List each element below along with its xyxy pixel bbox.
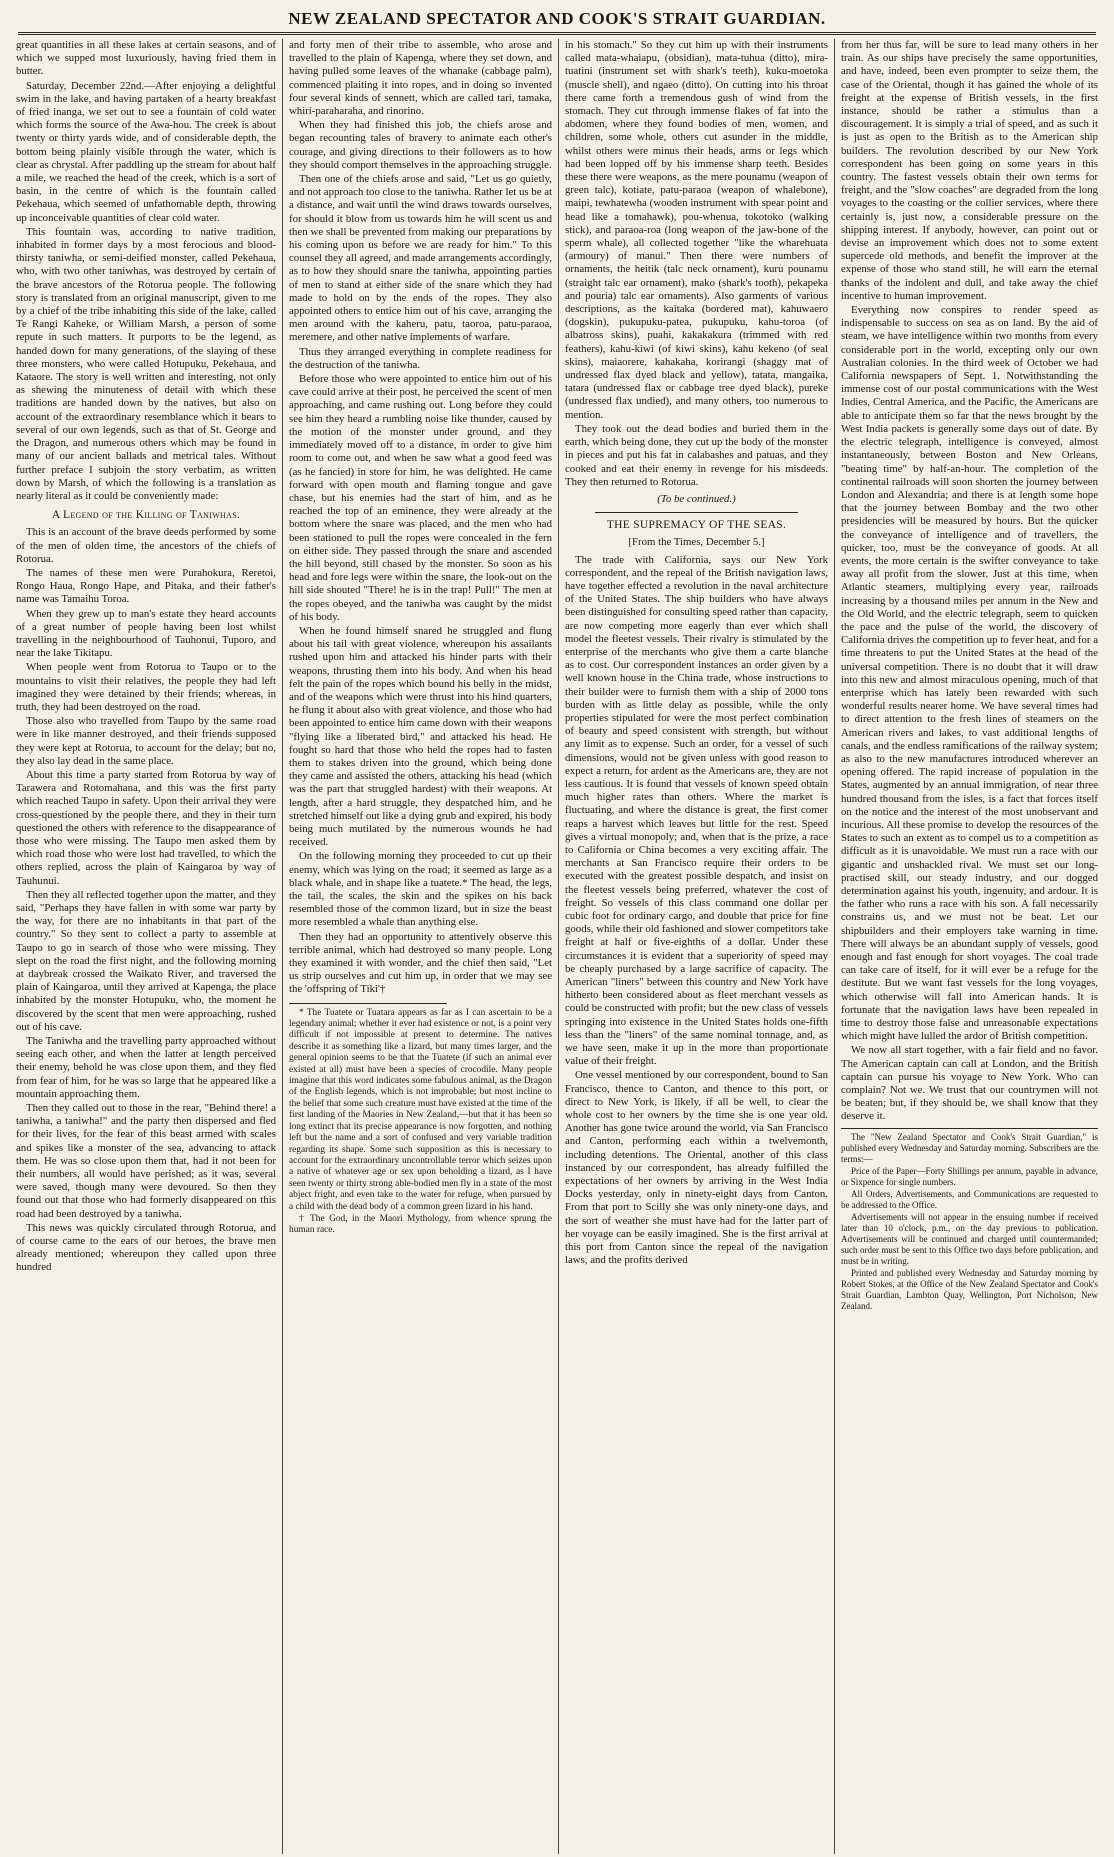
masthead: NEW ZEALAND SPECTATOR AND COOK'S STRAIT GUARDIAN. bbox=[18, 6, 1096, 35]
paragraph: and forty men of their tribe to assemble, who arose and travelled to the plain of Kapenga, where they set down, and having pulled some leaves of the whanake (cabbage palm), commenced plaiting it into ropes, and in doing so invented four several kinds of sennett, which are called tari, tamaka, whiri-paraharaha, and rinorino. bbox=[289, 39, 552, 118]
footnote: † The God, in the Maori Mythology, from whence sprung the human race. bbox=[289, 1213, 552, 1236]
dateline: [From the Times, December 5.] bbox=[628, 536, 765, 549]
paragraph: Everything now conspires to render speed as indispensable to success on sea as on land. By the aid of steam, we have intelligence within two months from every considerable port in the world, excepting only our own Australian colonies. In the third week of October we had California newspapers of Sept. 1. Notwithstanding the immense cost of our postal communications with the West Indies, Central America, and the Pacific, the Americans are able to anticipate them so far that the news brought by the West India packets is generally some days out of date. By the electric telegraph, intelligence is conveyed, almost instantaneously, between Boston and New Orleans, "beating time" by half-an-hour. The completion of the continental railroads will soon shorten the journey between London and Alexandria; and there is at length some hope that the journey between Bombay and the two other presidencies will be measured by hours. But the quicker the conveyance of intelligence and of travellers, the quicker, too, must be the conveyance of goods. At all events, the more certain is the swifter conveyance to take away all profit from the slower. Just at this time, when Atlantic steamers, multiplying every year, railroads increasing by a thousand miles per annum in the New and the Old World, and the electric telegraph, seem to quicken the pace and the pulse of the world, the discovery of California drives the competition up to fever heat, and for a time threatens to put the United States at the head of the universal competition. There is no doubt that it will draw into this new and almost miraculous opening, much of that enterprise which has lately been rewarded with such wonderful results nearer home. We have several times had to direct attention to the fresh lines of steamers on the American rivers and lakes, to vast additional lengths of canals, and the endless ramifications of the railway system; as also to the new manufactures introduced wherever an opening offered. The rapid increase of population in the States, augmented by an annual immigration, of near three hundred thousand from the isles, is a fact that forces itself on the notice and the interest of the most unobservant and incurious. All these promise to develop the resources of the States to such an extent as to compel us to a competition as difficult as it is unavoidable. We must run a race with our gigantic and unshackled rival. We must set our long-practised skill, our steady industry, and our dogged determination against his youth, ingenuity, and ardour. It is the father who runs a race with his son. A fall necessarily constrains us, and we must not be beat. Let our shipbuilders and their employers take warning in time. There will always be an abundant supply of vessels, good enough and fast enough for short voyages. The coal trade can take care of itself, for it will ever be a refuge for the destitute. But we want fast vessels for the long voyages, which otherwise will fall into American hands. It is fortunate that the navigation laws have been repealed in time to destroy those false and unreasonable expectations which might have lulled the ardor of British competition. bbox=[841, 304, 1098, 1043]
imprint bbox=[841, 1128, 1098, 1312]
paragraph: Then they had an opportunity to attentively observe this terrible animal, which had destroyed so many people. Long they examined it with wonder, and the chief then said, "Let us strip ourselves and cut him up, in order that we may see the 'offspring of Tiki'† bbox=[289, 930, 552, 996]
paragraph: from her thus far, will be sure to lead many others in her train. As our ships have precisely the same opportunities, and have, indeed, been even prompter to seize them, the case of the Oriental, though it has gained the whole of its freight at the expense of British vessels, in the first instance, should be rather a stimulus than a discouragement. It is simply a trial of speed, and as such it is just as open to the British as to the American ship builders. The revolution described by our New York correspondent has been going on some years in this country. The fastest vessels obtain their own terms for freight, and the "slow coaches" are degraded from the long voyages to the coasting or the collier services, where there certainly is, just now, a considerable pressure on the shipping interest. If anybody, however, can point out or devise an improvement which does not to some extent supercede old methods, and benefit the improver at the expense of those who stand still, he will earn the eternal thanks of the indolent and dull, and take away the chief incentive to human improvement. bbox=[841, 39, 1098, 302]
paragraph: When people went from Rotorua to Taupo or to the mountains to visit their relatives, the people they had left imagined they were detained by their friends; whereas, in truth, they had been destroyed on the road. bbox=[16, 661, 276, 713]
imprint-line: Price of the Paper—Forty Shillings per annum, payable in advance, or Sixpence for single numbers. bbox=[841, 1165, 1098, 1187]
paragraph: We now all start together, with a fair field and no favor. The American captain can call at London, and the British captain can pursue his voyage to New York. Who can complain? Not we. We trust that our countrymen will not be beaten; but, if they should be, we shall know that they deserve it. bbox=[841, 1044, 1098, 1123]
paragraph: Then they all reflected together upon the matter, and they said, "Perhaps they have fallen in with some war party by the way, for there are no inhabitants in that part of the country." So they sent to collect a party to assemble at Taupo to go in search of those who were missing. They slept on the road the first night, and the following morning at daybreak crossed the Waikato River, and traversed the plain of Kaingaroa, until they arrived at Kapenga, the place inhabited by the monster Hotupuku, who, the moment he discovered by the scent that men were approaching, rushed out of his cave. bbox=[16, 888, 276, 1033]
paragraph: When he found himself snared he struggled and flung about his tail with great violence, whereupon his assailants rushed upon him and attacked his hinder parts with their weapons, thrusting them into his body. And when his head felt the pain of the ropes which bound his belly in the midst, and of the weapons which were thrust into his hind quarters, he flung it about also with great violence, and those who had been appointed to entice him came down with their weapons "flying like a liberated bird," and attacked his head. He fought so hard that those who held the ropes had to fasten them to stakes driven into the ground, which being done they came and assisted the others, attacking his head (which was the part that struggled hardest) with their weapons. At length, after a hard struggle, they despatched him, and he stretched himself out like a dying grub and expired, his body being much mutilated by the numerous wounds he had received. bbox=[289, 624, 552, 849]
legend-title: A Legend of the Killing of Taniwhas. bbox=[51, 509, 241, 522]
paragraph: in his stomach." So they cut him up with their instruments called mata-whaiapu, (obsidian), mata-tuhua (ditto), mira-tuatini (instrument set with shark's teeth), kuku-moetoka (muscle shell), and ngaeo (ditto). On cutting into his throat there came forth a tremendous gush of wind from the stomach. They cut through immense flakes of fat into the abdomen, where they found bodies of men, women, and children, some whole, others cut asunder in the middle, whilst others were minus their heads, arms or legs which had been lopped off by his immense sharp teeth. Besides these there were weapons, as the mere pounamu (weapon of green talc), kotiate, patu-paraoa (weapon of whalebone), maipi, tewhatewha (wooden instrument with spear point and head like a tomahawk), pou-whenua, tokotoko (walking stick), and paraoa-roa (long weapon of the jaw-bone of the sperm whale), all collected together "like the wharehuata (armoury) of manui." Then there were numbers of ornaments, the heitik (talc neck ornament), kuru pounamu (straight talc ear ornament), mako (shark's tooth), pekapeka and pouria) talc ear ornaments). Also garments of various descriptions, as the kaitaka (bordered mat), kahuwaero (dogskin), pukupuku-patea, pukupuku, kahu-toroa (of albatross skins), puahi, kakakakura (trimmed with red feathers), kahu-kiwi (of kiwi skins), kahu kekeno (of seal skins), maiaorere, kahakaha, korirangi (shaggy mat of undressed flax dyed black and yellow), tatata, mangaika, tatara (undressed flax or cabbage tree dyed black), pureke (undressed flax undied), and many others, too numerous to mention. bbox=[565, 39, 828, 421]
column-3 bbox=[558, 39, 834, 1854]
article-divider bbox=[595, 512, 798, 513]
paragraph: Those also who travelled from Taupo by the same road were in like manner destroyed, and their friends supposed they were kept at Rotorua, to account for the delay; but no, they also lay dead in the same place. bbox=[16, 715, 276, 767]
paragraph: The trade with California, says our New York correspondent, and the repeal of the British navigation laws, have together effected a revolution in the naval architecture of the United States. The ship builders who have always been distinguished for consulting speed rather than capacity, are now competing more eagerly than ever which shall model the fleetest vessels. Their rivalry is stimulated by the enterprise of the merchants who give them a carte blanche as to cost. Our correspondent instances an order given by a well known house in the China trade, whose instructions to their builder were to furnish them with a ship of 2000 tons burden with as little delay as possible, while the only properties stipulated for were the most perfect combination of beauty and speed consistent with strength, but without any limit as to expense. Such an order, for a vessel of such dimensions, would not be given unless with good reason to expect a return, for ardent as the Americans are, they are not less cautious. It is found that vessels of known speed obtain much higher rates than others. Where the market is fluctuating, and where the distance is great, the first comer reaps a harvest which leaves but little for the rest. Speed gives a virtual monopoly; and, when that is the prize, a race to California or China becomes a very exciting affair. The merchants at San Francisco require their orders to be executed with the greatest possible despatch, and insist on the fleetest vessels being preferred, whatever the cost of freight. So vessels of this class command one dollar per cubic foot for ordinary cargo, and double that price for fine goods, while their old fashioned and slower competitors take freight at half or five-eighths of a dollar. Under these circumstances it is evident that a superiority of speed may be cheaply purchased by a large sacrifice of capacity. The American "liners" between this country and New York have hitherto been considered about as fleet merchant vessels as could be constructed with profit; but the new class of vessels springing into existence in the United States holds one-fifth less than the "liners" of the same nominal tonnage, and, as we have seen, make it up in the more than proportionate value of their freight. bbox=[565, 553, 828, 1068]
column-2 bbox=[282, 39, 558, 1854]
imprint-line: Printed and published every Wednesday and Saturday morning by Robert Stokes, at the Office of the New Zealand Spectator and Cook's Strait Guardian, Lambton Quay, Wellington, Port Nicholson, New Zealand. bbox=[841, 1267, 1098, 1311]
columns bbox=[10, 39, 1104, 1854]
paragraph: This fountain was, according to native tradition, inhabited in former days by a most ferocious and blood-thirsty taniwha, or semi-deified monster, called Pekehaua, who, with two other taniwhas, was destroyed by certain of the brave ancestors of the Rotorua people. The following story is translated from an original manuscript, given to me by a chief of the tribe inhabiting this side of the lake, called Te Rangi Kaheke, or William Marsh, a person of some repute in such matters. It purports to be the legend, as handed down for many generations, of the slaying of these three monsters, who were called Hotupuku, Pekehaua, and Kataore. The story is well written and interesting, not only as shewing the minuteness of detail with which these traditions are handed down by the natives, but also on account of the extraordinary resemblance which it bears to several of our own legends, such as that of St. George and the Dragon, and numerous others which may be found in many of our ancient ballads and metrical tales. Without further preface I subjoin the story verbatim, as written down by Marsh, of which the following is a translation as nearly literal as it could be conveniently made: bbox=[16, 225, 276, 502]
paragraph: Thus they arranged everything in complete readiness for the destruction of the taniwha. bbox=[289, 345, 552, 371]
footnote-divider bbox=[289, 1003, 447, 1004]
paragraph: One vessel mentioned by our correspondent, bound to San Francisco, thence to Canton, and thence to this port, or direct to New York, is likely, if all be well, to clear the whole cost to her owners by the time she is one year old. Another has gone twice around the world, via San Francisco and Canton, performing each within a twelvemonth, including detentions. The Oriental, another of this class instanced by our correspondent, has already fulfilled the expectations of her owners by arriving in the West India Docks yesterday, only in ninety-eight days from Canton. From that port to Scilly she was only ninety-one days, and the sort of weather she must have had for the latter part of her voyage can be easily imagined. She is the first arrival at this port from Canton since the repeal of the navigation laws, and the profits derived bbox=[565, 1069, 828, 1267]
paragraph: Then they called out to those in the rear, "Behind there! a taniwha, a taniwha!" and the party then dispersed and fled for their lives, for the fear of this beast armed with scales and spikes like a monster of the sea, advancing to attack them. He was so close upon them that, had it not been for their numbers, all would have perished; as it was, several were saved, though many were devoured. So then they found out that those who had formerly disappeared on this road had been destroyed by a taniwha. bbox=[16, 1102, 276, 1220]
paragraph: The names of these men were Purahokura, Reretoi, Rongo Haua, Rongo Hape, and Pitaka, and their father's name was Tamaihu Toroa. bbox=[16, 566, 276, 606]
paragraph: They took out the dead bodies and buried them in the earth, which being done, they cut up the body of the monster in pieces and put his fat in calabashes and patuas, and they cooked and eat their enemy in revenge for his misdeeds. They then returned to Rotorua. bbox=[565, 422, 828, 488]
paragraph: When they grew up to man's estate they heard accounts of a great number of people having been lost whilst travelling in the neighbourhood of Tauhonui, Tuporo, and near the lake Tikitapu. bbox=[16, 607, 276, 660]
footnotes bbox=[289, 1008, 552, 1237]
paragraph: This is an account of the brave deeds performed by some of the men of olden time, the ancestors of the chiefs of Rotorua. bbox=[16, 526, 276, 565]
paragraph: Before those who were appointed to entice him out of his cave could arrive at their post, he perceived the scent of men approaching, and came rushing out. Long before they could see him they heard a rumbling noise like thunder, caused by the motion of the monster under ground, and they immediately moved off to a distance, in order to give him room to come out, and when he saw what a good feed was (as he fancied) in store for him, he was delighted. He came forward with open mouth and flaming tongue and gave chase, but his enemies had the start of him, and as he reached the top of an eminence, they were already at the bottom where the snare was placed, and the men who had been stationed to pull the ropes were concealed in the fern on either side. They passed through the snare and ascended the hill beyond, still chased by the monster. So soon as his head and fore legs were within the snare, the look-out on the hill side shouted "There! he is in the trap! Pull!" The men at the ropes obeyed, and the taniwha was caught by the midst of his body. bbox=[289, 373, 552, 623]
imprint-line: All Orders, Advertisements, and Communications are requested to be addressed to the Office. bbox=[841, 1188, 1098, 1210]
paragraph: The Taniwha and the travelling party approached without seeing each other, and when the latter at length perceived their enemy, behold he was close upon them, and they fled from fear of him, for he was so large that he appeared like a mountain approaching them. bbox=[16, 1035, 276, 1100]
imprint-line: The "New Zealand Spectator and Cook's Strait Guardian," is published every Wednesday and Saturday morning. Subscribers are the terms:— bbox=[841, 1131, 1098, 1164]
column-4 bbox=[834, 39, 1104, 1854]
paragraph: On the following morning they proceeded to cut up their enemy, which was lying on the road; it seemed as large as a black whale, and in shape like a tuatete.* The head, the legs, the tail, the scales, the skin and the spikes on his back resembled those of the common lizard, but in size the beast more resembled a whale than anything else. bbox=[289, 850, 552, 929]
to-be-continued: (To be continued.) bbox=[657, 492, 736, 505]
footnote: * The Tuatete or Tuatara appears as far as I can ascertain to be a legendary animal; whether it ever had existence or not, is a point very difficult if not impossible at present to determine. The natives describe it as something like a lizard, but many times larger, and the general opinion seems to be that the Tuatete (if such an animal ever existed at all) must have been a species of crocodile. Many people imagine that this word indicates some fabulous animal, as the Dragon of the English legends, which is not improbable; but most incline to the belief that some such creature must have existed at the time of the first landing of the Maories in New Zealand,—but that it has been so long extinct that its precise appearance is now forgotten, and nothing left but the name and a sort of confused and very variable tradition regarding its shape. Some such supposition as this is necessary to account for the extraordinary uncontrollable terror which seizes upon a native of whatever age or sex upon beholding a lizard, as I have seen twenty or thirty strong able-bodied men fly in a state of the most abject fright, and even take to the water for refuge, when pursued by a child with the dead body of a common green lizard in his hand. bbox=[289, 1007, 552, 1212]
paragraph: When they had finished this job, the chiefs arose and began recounting tales of bravery to animate each other's courage, and giving directions to their followers as to how they should comport themselves in the approaching struggle. bbox=[289, 119, 552, 171]
imprint-line: Advertisements will not appear in the ensuing number if received later than 10 o'clock, p.m., on the day previous to publication. Advertisements will be continued and charged until countermanded; such order must be sent to this Office two days before publication, and must be in writing. bbox=[841, 1211, 1098, 1266]
paragraph: About this time a party started from Rotorua by way of Tarawera and Rotomahana, and this was the first party which reached Taupo in safety. Upon their arrival they were cross-questioned by the people there, and they in their turn questioned the others with reference to the disappearance of those who were missing. The Taupo men asked them by which road those who were lost had travelled, to which the others replied, across the plain of Kaingaroa by way of Tauhunui. bbox=[16, 768, 276, 887]
paragraph: This news was quickly circulated through Rotorua, and of course came to the ears of our heroes, the brave men already mentioned; whereupon they called upon three hundred bbox=[16, 1221, 276, 1274]
article-title: THE SUPREMACY OF THE SEAS. bbox=[606, 519, 787, 532]
column-1 bbox=[10, 39, 282, 1854]
paragraph: Saturday, December 22nd.—After enjoying a delightful swim in the lake, and having partaken of a hearty breakfast of fried inanga, we set out to see a fountain of cold water which forms the source of the Awa-hou. The creek is about twenty or thirty yards wide, and of considerable depth, the bottom being plainly visible through the water, which is clear as chrystal. After paddling up the stream for about half a mile, we reached the head of the creek, which is a sort of basin, in the centre of which is the fountain called Pekehaua, which seemed of unfathomable depth, throwing up inconceivable quantities of clear cold water. bbox=[16, 79, 276, 224]
paragraph: Then one of the chiefs arose and said, "Let us go quietly, and not approach too close to the taniwha. Rather let us be at a distance, and wait until the wind draws towards ourselves, for should it blow from us towards him he will scent us and then we shall be prevented from making our preparations by his coming upon us before we are ready for him." To this counsel they all agreed, and made arrangements accordingly, as to how they should snare the taniwha, appointing parties of men to stand at either side of the snare which they had made to hold on by the ends of the ropes. They also appointed others to entice him out of his cave, arranging the men around with the kaheru, patu, taoroa, patu-paraoa, meremere, and other native implements of warfare. bbox=[289, 173, 552, 344]
paragraph: great quantities in all these lakes at certain seasons, and of which we supped most luxuriously, having fried them in butter. bbox=[16, 39, 276, 78]
